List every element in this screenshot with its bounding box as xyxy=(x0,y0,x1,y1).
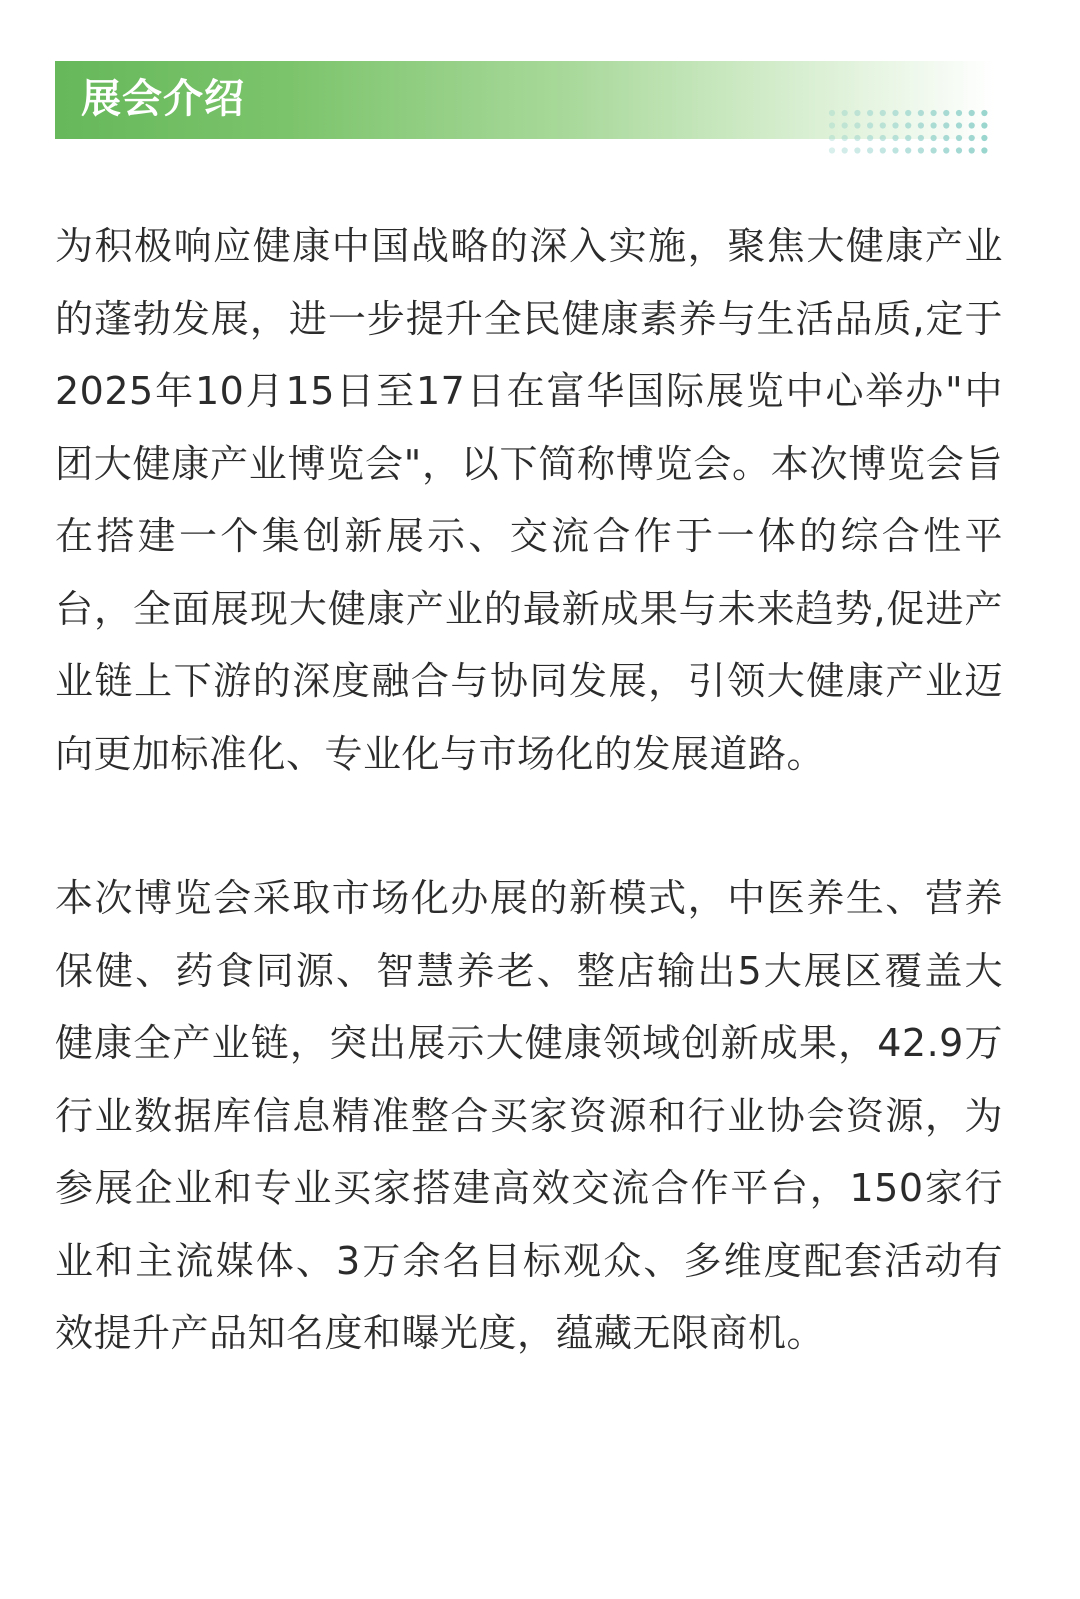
decorative-dot xyxy=(918,122,924,128)
intro-paragraph-2: 本次博览会采取市场化办展的新模式，中医养生、营养保健、药食同源、智慧养老、整店输出5大展区覆盖大健康全产业链，突出展示大健康领域创新成果，42.9万行业数据库信息精准整合买家资源和行业协会资源，为参展企业和专业买家搭建高效交流合作平台，150家行业和主流媒体、3万余名目标观众、多维度配套活动有效提升产品知名度和曝光度，蕴藏无限商机。 xyxy=(55,876,1003,1355)
decorative-dot xyxy=(892,122,898,128)
decorative-dot xyxy=(892,147,898,153)
decorative-dot xyxy=(867,110,873,116)
decorative-dot xyxy=(867,122,873,128)
section-title: 展会介绍 xyxy=(81,76,245,122)
decorative-dot xyxy=(829,147,835,153)
decorative-dot xyxy=(905,122,911,128)
decorative-dot xyxy=(931,122,937,128)
decorative-dot xyxy=(829,135,835,141)
decorative-dot xyxy=(854,135,860,141)
decorative-dot xyxy=(943,122,949,128)
decorative-dot xyxy=(981,147,987,153)
decorative-dot xyxy=(956,147,962,153)
decorative-dot xyxy=(969,135,975,141)
decorative-dot xyxy=(905,110,911,116)
decorative-dot xyxy=(969,110,975,116)
decorative-dot xyxy=(854,110,860,116)
decorative-dot xyxy=(867,147,873,153)
exhibition-intro-content xyxy=(55,210,1003,1370)
decorative-dot xyxy=(842,135,848,141)
decorative-dot xyxy=(854,147,860,153)
decorative-dot xyxy=(829,110,835,116)
decorative-dot xyxy=(981,135,987,141)
decorative-dot xyxy=(880,147,886,153)
decorative-dot xyxy=(880,122,886,128)
decorative-dot xyxy=(842,110,848,116)
decorative-dot xyxy=(842,147,848,153)
decorative-dot xyxy=(956,135,962,141)
decorative-dot xyxy=(918,147,924,153)
decorative-dot xyxy=(867,135,873,141)
decorative-dot xyxy=(931,110,937,116)
intro-paragraph-1: 为积极响应健康中国战略的深入实施，聚焦大健康产业的蓬勃发展，进一步提升全民健康素养与生活品质,定于2025年10月15日至17日在富华国际展览中心举办"中团大健康产业博览会"，以下简称博览会。本次博览会旨在搭建一个集创新展示、交流合作于一体的综合性平台，全面展现大健康产业的最新成果与未来趋势,促进产业链上下游的深度融合与协同发展，引领大健康产业迈向更加标准化、专业化与市场化的发展道路。 xyxy=(55,224,1003,776)
decorative-dot xyxy=(880,135,886,141)
decorative-dot xyxy=(854,122,860,128)
decorative-dot xyxy=(905,135,911,141)
decorative-dot xyxy=(892,135,898,141)
decorative-dot xyxy=(969,122,975,128)
decorative-dot xyxy=(829,122,835,128)
decorative-dot xyxy=(943,147,949,153)
decorative-dot xyxy=(931,147,937,153)
decorative-dot xyxy=(918,110,924,116)
decorative-dot xyxy=(981,110,987,116)
decorative-dot xyxy=(943,110,949,116)
decorative-dot xyxy=(981,122,987,128)
decorative-dot xyxy=(918,135,924,141)
decorative-dot xyxy=(892,110,898,116)
decorative-dot xyxy=(880,110,886,116)
decorative-dot xyxy=(905,147,911,153)
decorative-dot-grid-icon xyxy=(828,108,990,158)
decorative-dot xyxy=(969,147,975,153)
decorative-dot xyxy=(931,135,937,141)
decorative-dot xyxy=(956,122,962,128)
decorative-dot xyxy=(842,122,848,128)
decorative-dot xyxy=(943,135,949,141)
decorative-dot xyxy=(956,110,962,116)
